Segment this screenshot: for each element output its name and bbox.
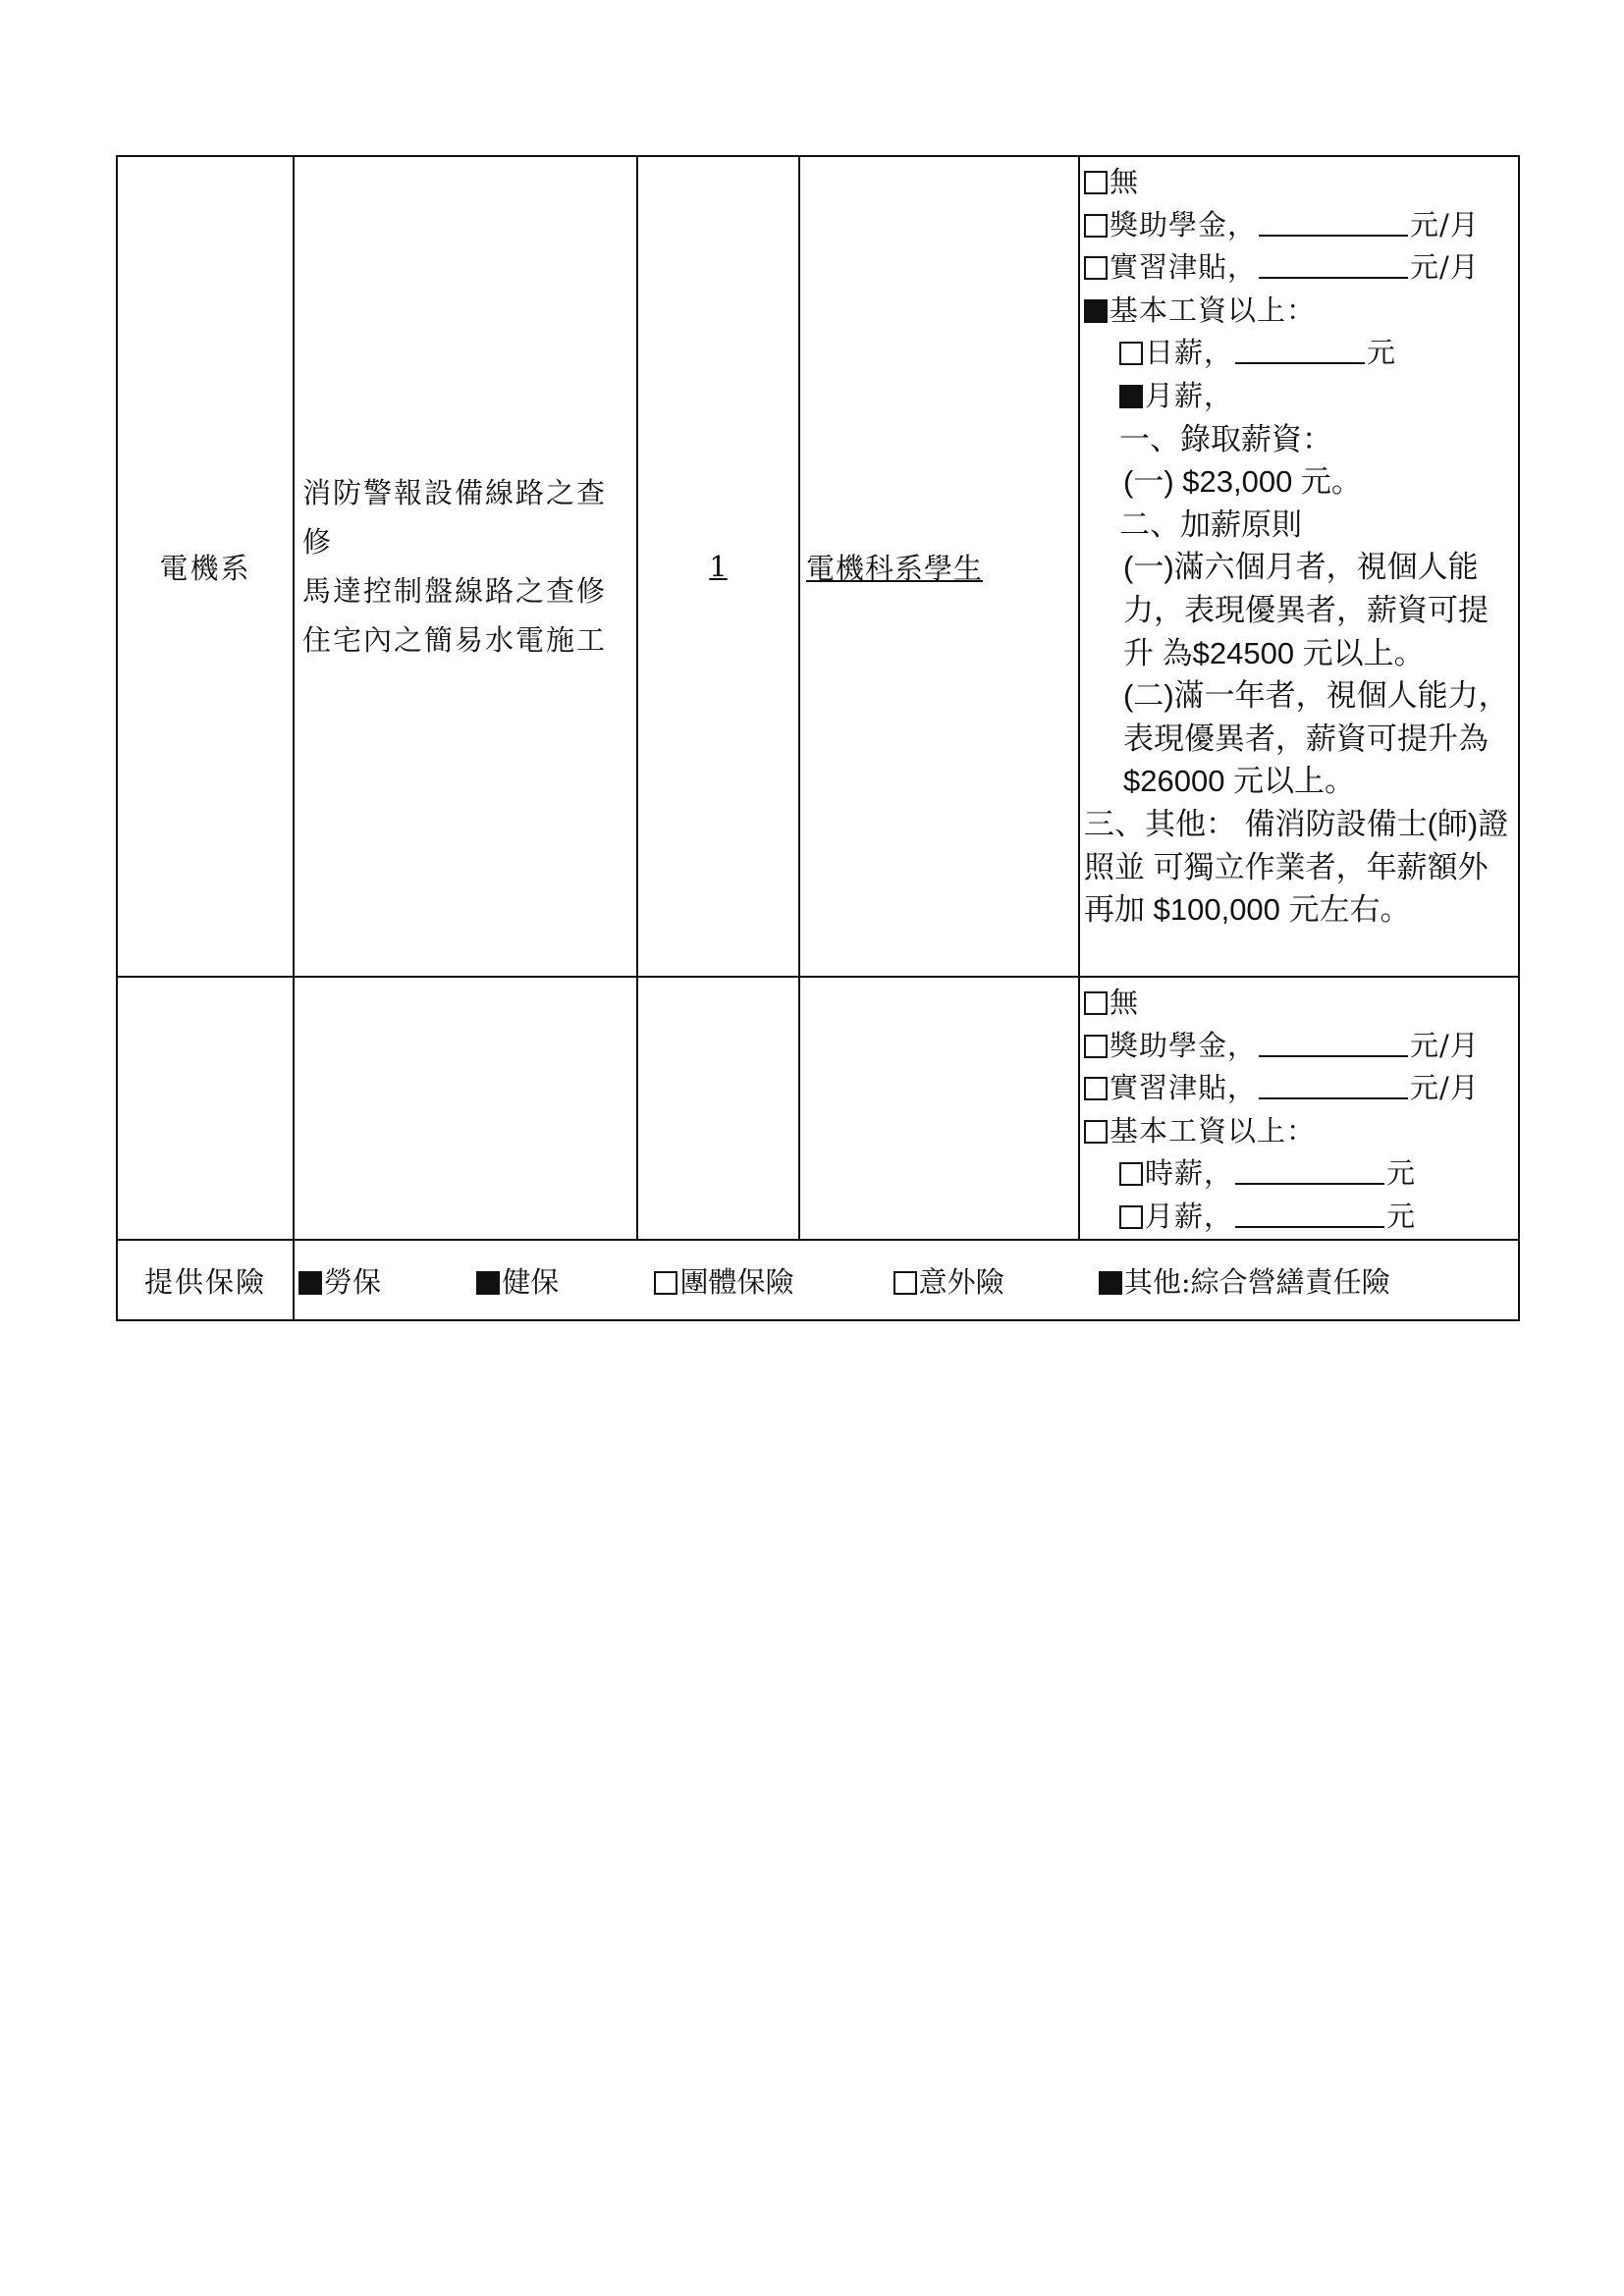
checkbox-labor-insurance[interactable]: [298, 1271, 322, 1295]
empty-cell: [799, 977, 1079, 1240]
intern-count: 1: [709, 550, 728, 583]
blank-field[interactable]: [1235, 1201, 1384, 1228]
label-basic-wage: 基本工資以上：: [1110, 293, 1317, 327]
label-stipend: 實習津貼，: [1110, 1071, 1258, 1105]
unit-label: 元: [1386, 1199, 1417, 1233]
label-other-insurance: 其他:綜合營繕責任險: [1123, 1264, 1390, 1299]
label-health-insurance: 健保: [502, 1264, 560, 1299]
work-items-cell: [294, 156, 637, 977]
work-item: 消防警報設備線路之查修: [302, 476, 608, 559]
checkbox-monthly[interactable]: [1119, 1205, 1143, 1229]
label-accident-insurance: 意外險: [918, 1264, 1004, 1299]
unit-label: 元/月: [1410, 250, 1480, 285]
insurance-label: 提供保險: [143, 1264, 266, 1299]
unit-label: 元/月: [1410, 207, 1480, 241]
blank-field[interactable]: [1259, 251, 1408, 279]
checkbox-daily[interactable]: [1119, 342, 1143, 365]
empty-cell: [294, 977, 637, 1240]
label-scholarship: 獎助學金，: [1110, 207, 1258, 241]
salary-note: 三、其他： 備消防設備士(師)證照並 可獨立作業者，年薪額外再加 $100,000 元左右。: [1084, 806, 1509, 928]
salary-note: (二)滿一年者，視個人能力，表現優異者，薪資可提升為$26000 元以上。: [1123, 678, 1509, 799]
checkbox-other-insurance[interactable]: [1099, 1271, 1122, 1295]
blank-field[interactable]: [1259, 1030, 1408, 1057]
label-none: 無: [1110, 986, 1140, 1019]
department: 電機系: [159, 551, 251, 585]
salary-cell: [1079, 977, 1519, 1240]
empty-cell: [637, 977, 799, 1240]
label-monthly: 月薪，: [1145, 1199, 1234, 1233]
label-basic-wage: 基本工資以上：: [1110, 1113, 1317, 1148]
unit-label: 元/月: [1410, 1028, 1480, 1062]
checkbox-stipend[interactable]: [1084, 1077, 1108, 1100]
department-cell: [117, 156, 294, 977]
work-item: 馬達控制盤線路之查修: [302, 574, 608, 608]
requirement: 電機科系學生: [806, 551, 984, 585]
salary-cell: [1079, 156, 1519, 977]
label-monthly: 月薪，: [1145, 378, 1234, 412]
checkbox-scholarship[interactable]: [1084, 1035, 1108, 1058]
label-hourly: 時薪，: [1145, 1156, 1234, 1191]
internship-table: [116, 155, 1520, 1321]
unit-label: 元: [1367, 336, 1397, 370]
insurance-options-cell: [294, 1240, 1519, 1320]
salary-note: 一、錄取薪資：: [1119, 421, 1332, 456]
table-row: [117, 977, 1519, 1240]
label-group-insurance: 團體保險: [679, 1264, 794, 1299]
checkbox-hourly[interactable]: [1119, 1162, 1143, 1186]
requirement-cell: [799, 156, 1079, 977]
label-labor-insurance: 勞保: [324, 1264, 382, 1299]
checkbox-group-insurance[interactable]: [654, 1271, 677, 1295]
blank-field[interactable]: [1259, 209, 1408, 237]
blank-field[interactable]: [1235, 337, 1365, 364]
label-stipend: 實習津貼，: [1110, 250, 1258, 285]
label-scholarship: 獎助學金，: [1110, 1028, 1258, 1062]
checkbox-accident-insurance[interactable]: [893, 1271, 917, 1295]
insurance-label-cell: [117, 1240, 294, 1320]
checkbox-basic-wage[interactable]: [1084, 1120, 1108, 1144]
unit-label: 元/月: [1410, 1071, 1480, 1105]
label-none: 無: [1110, 165, 1140, 198]
blank-field[interactable]: [1259, 1072, 1408, 1099]
blank-field[interactable]: [1235, 1157, 1384, 1185]
empty-cell: [117, 977, 294, 1240]
count-cell: [637, 156, 799, 977]
work-item: 住宅內之簡易水電施工: [302, 623, 608, 657]
checkbox-scholarship[interactable]: [1084, 214, 1108, 238]
checkbox-health-insurance[interactable]: [476, 1271, 500, 1295]
salary-note: 二、加薪原則: [1119, 507, 1302, 542]
checkbox-none[interactable]: [1084, 991, 1108, 1015]
checkbox-none[interactable]: [1084, 171, 1108, 194]
checkbox-basic-wage[interactable]: [1084, 299, 1108, 323]
insurance-row: [117, 1240, 1519, 1320]
salary-note: (一) $23,000 元。: [1123, 464, 1362, 500]
table-row: [117, 156, 1519, 977]
unit-label: 元: [1386, 1156, 1417, 1191]
salary-note: (一)滿六個月者，視個人能力，表現優異者，薪資可提升 為$24500 元以上。: [1123, 550, 1489, 670]
label-daily: 日薪，: [1145, 336, 1234, 370]
checkbox-monthly[interactable]: [1119, 385, 1143, 408]
checkbox-stipend[interactable]: [1084, 256, 1108, 280]
